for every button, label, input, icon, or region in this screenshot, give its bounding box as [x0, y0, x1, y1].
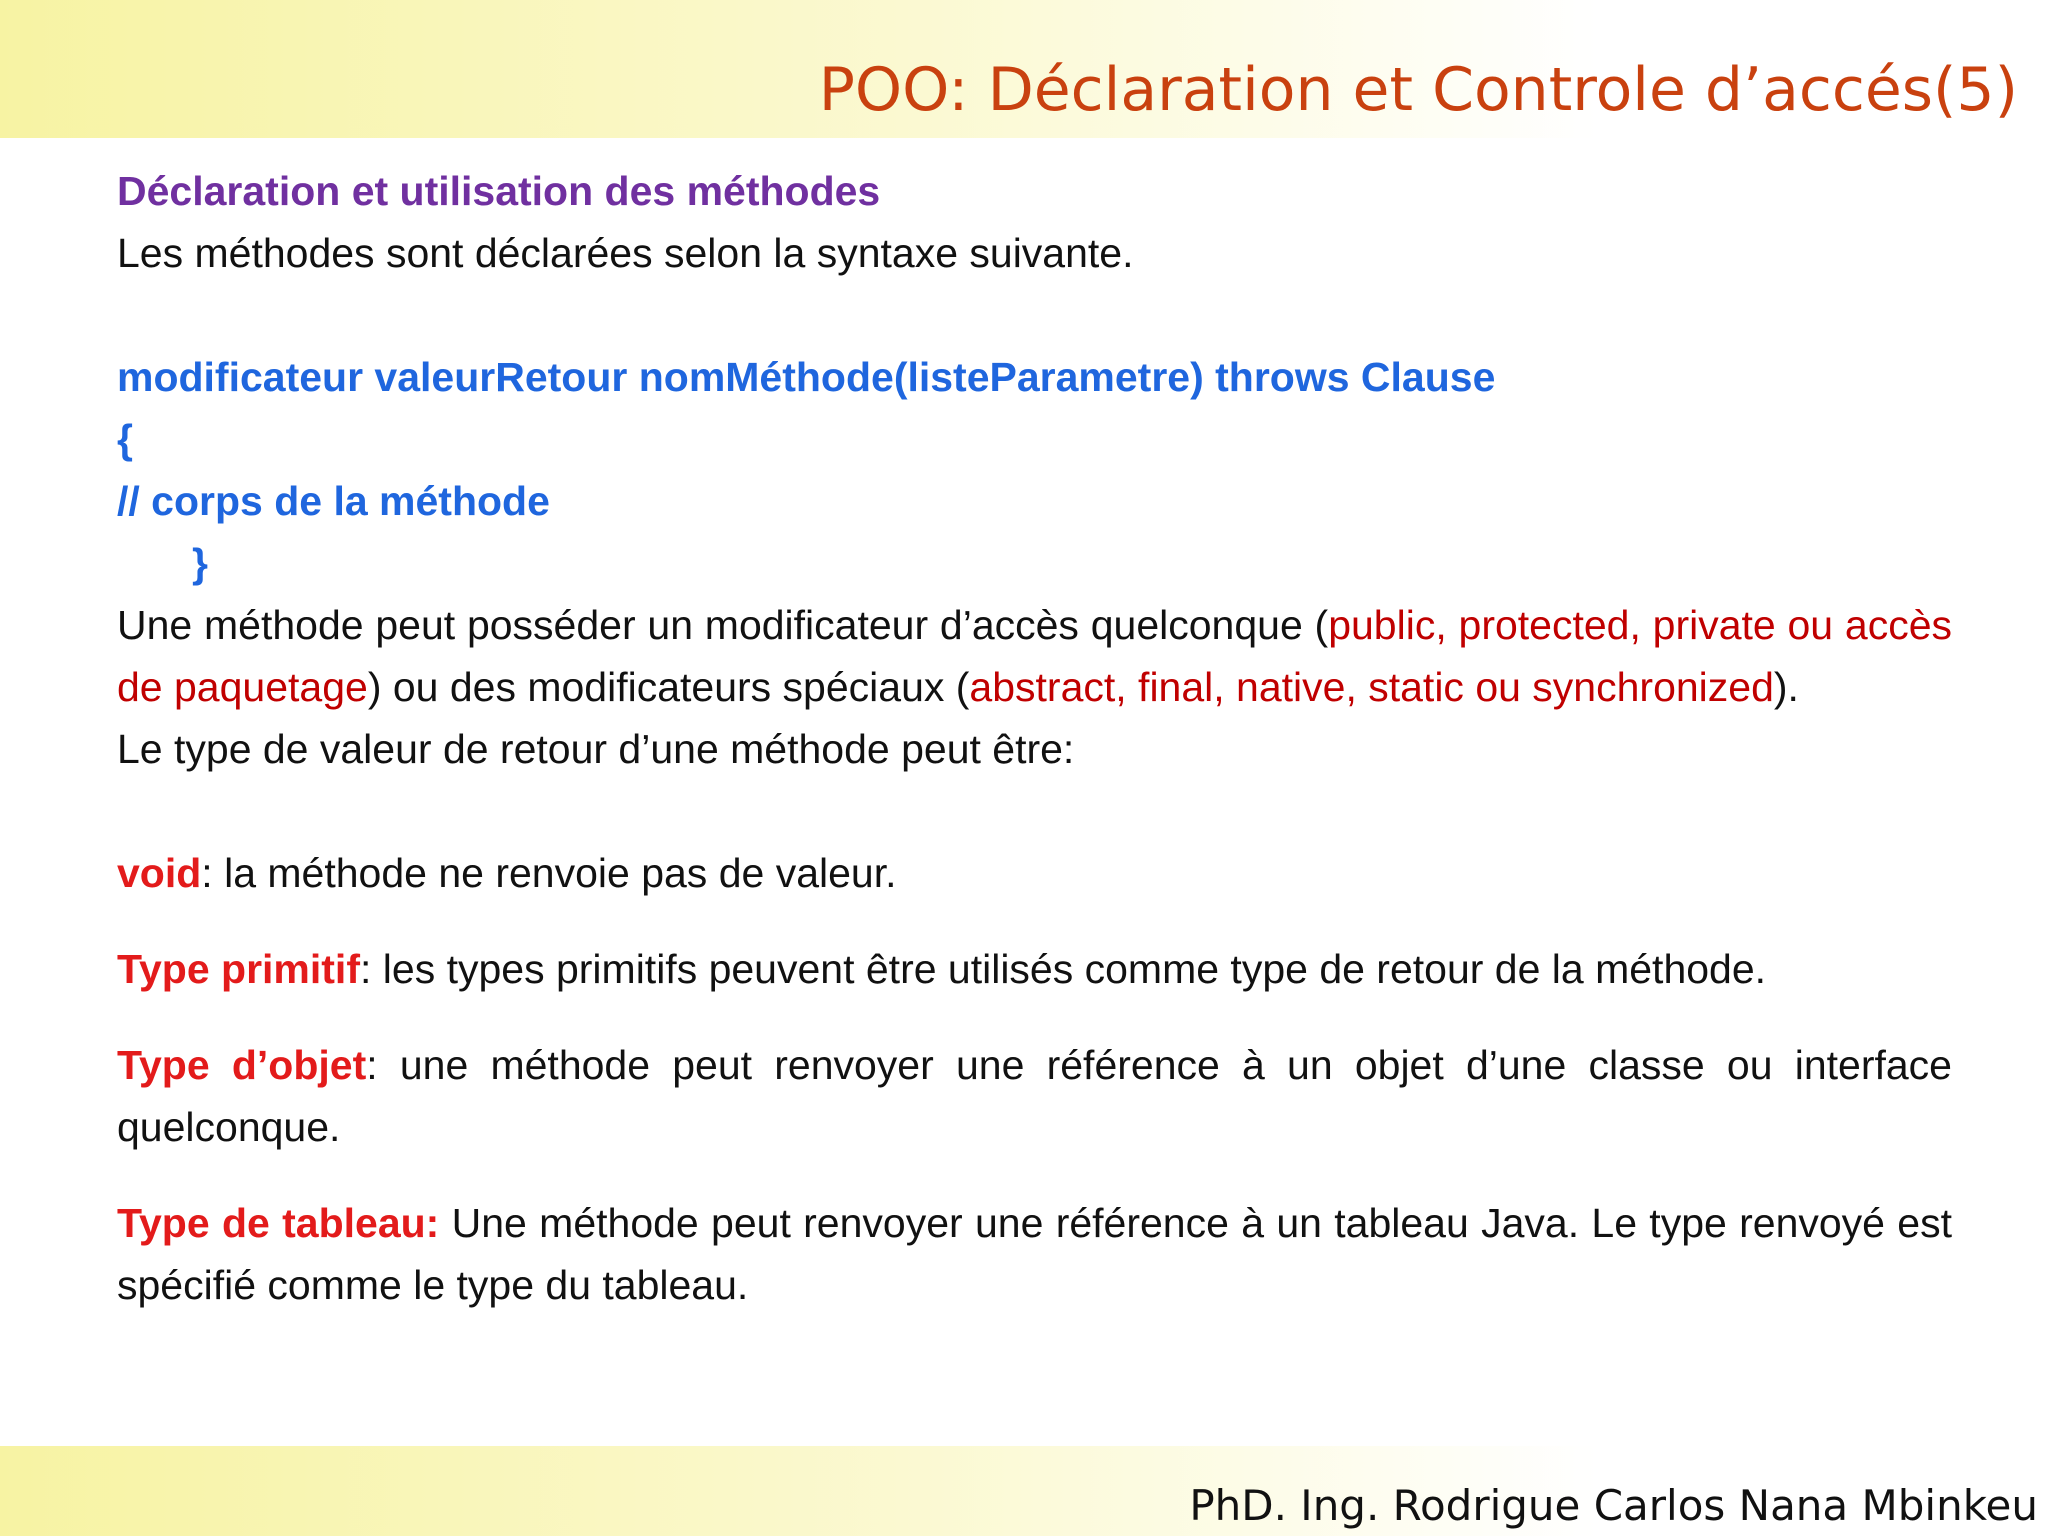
return-type-object: [117, 1034, 1952, 1158]
return-type-term: Type primitif: [117, 946, 360, 992]
body-comment: // corps de la méthode: [117, 478, 550, 524]
section-heading: Déclaration et utilisation des méthodes: [117, 168, 881, 214]
special-modifiers-list: abstract, final, native, static ou synchronized: [969, 664, 1774, 710]
return-type-term: Type de tableau:: [117, 1200, 440, 1246]
return-intro: Le type de valeur de retour d’une méthode peut être:: [117, 726, 1075, 772]
modifiers-paragraph: [117, 594, 1952, 718]
return-type-term: Type d’objet: [117, 1042, 367, 1088]
syntax-block: [117, 346, 1952, 594]
close-brace: }: [192, 540, 208, 586]
return-type-description: Une méthode peut renvoyer une référence à un tableau Java. Le type renvoyé est spécifié comme le type du tableau.: [117, 1200, 1952, 1308]
return-type-term: void: [117, 850, 202, 896]
access-modifiers-list: public, protected, private ou accès de paquetage: [117, 602, 1952, 710]
return-type-description: les types primitifs peuvent être utilisés comme type de retour de la méthode.: [371, 946, 1767, 992]
modifiers-text-1: Une méthode peut posséder un modificateur d’accès quelconque (: [117, 602, 1329, 648]
return-type-separator: :: [359, 946, 372, 992]
return-type-separator: :: [366, 1042, 378, 1088]
slide-content: [117, 160, 1952, 1316]
footer-author: PhD. Ing. Rodrigue Carlos Nana Mbinkeu: [1189, 1481, 2038, 1530]
intro-text: Les méthodes sont déclarées selon la syntaxe suivante.: [117, 230, 1134, 276]
modifiers-text-3: ).: [1773, 664, 1799, 710]
return-type-void: [117, 842, 1952, 904]
modifiers-text-2: ) ou des modificateurs spéciaux (: [367, 664, 970, 710]
return-type-description: la méthode ne renvoie pas de valeur.: [212, 850, 897, 896]
return-type-primitive: [117, 938, 1952, 1000]
slide-title: POO: Déclaration et Controle d’accés(5): [818, 55, 2018, 125]
open-brace: {: [117, 416, 133, 462]
return-type-description: une méthode peut renvoyer une référence à un objet d’une classe ou interface quelconque.: [117, 1042, 1952, 1150]
return-type-separator: :: [201, 850, 213, 896]
method-signature: modificateur valeurRetour nomMéthode(listeParametre) throws Clause: [117, 354, 1496, 400]
return-type-array: [117, 1192, 1952, 1316]
